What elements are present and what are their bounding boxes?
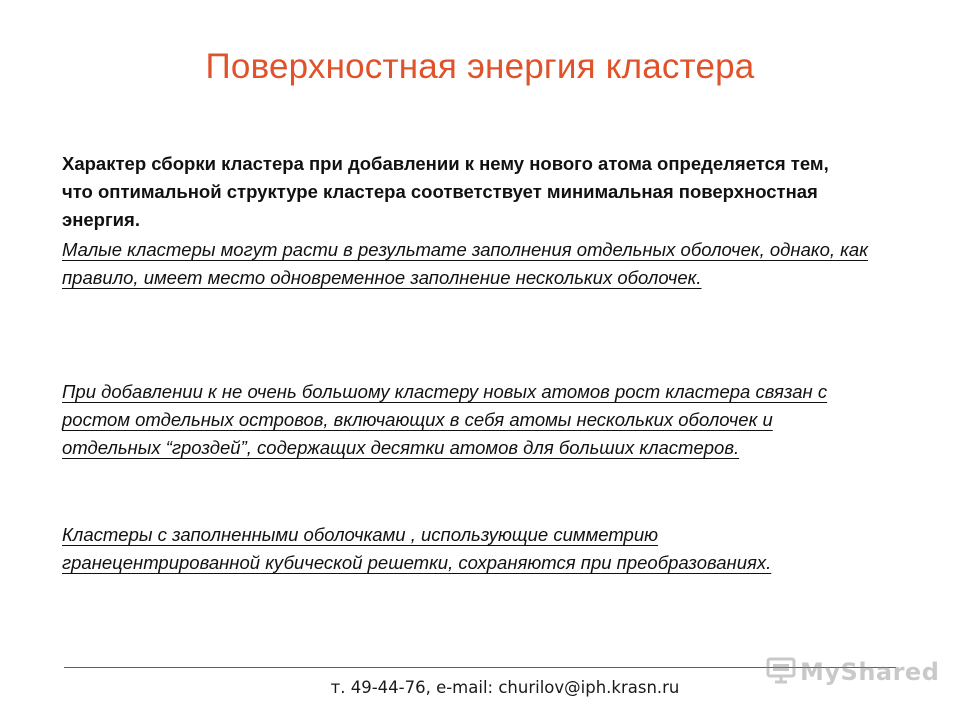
paragraph-island-growth: При добавлении к не очень большому кластеру новых атомов рост кластера связан с ростом отдельных островов, включающих в себя атомы нескольких оболочек и отдельных “гроздей”, содержащих десятки атомов для больших кластеров. <box>62 381 828 458</box>
slide-title: Поверхностная энергия кластера <box>205 47 755 86</box>
lead-paragraph: Характер сборки кластера при добавлении к нему нового атома определяется тем, что оптимальной структуре кластера соответствует минимальная поверхностная энергия. <box>62 153 829 230</box>
footer-contact: т. 49-44-76, e-mail: churilov@iph.krasn.ru <box>330 678 680 697</box>
watermark-text: MyShared <box>800 658 940 686</box>
paragraph-fcc-symmetry: Кластеры с заполненными оболочками , использующие симметрию гранецентрированной кубической решетки, сохраняются при преобразованиях. <box>62 524 772 573</box>
presentation-screen-icon <box>766 655 796 690</box>
watermark <box>766 655 939 689</box>
paragraph-small-clusters: Малые кластеры могут расти в результате заполнения отдельных оболочек, однако, как правило, имеет место одновременное заполнение нескольких оболочек. <box>62 239 868 288</box>
